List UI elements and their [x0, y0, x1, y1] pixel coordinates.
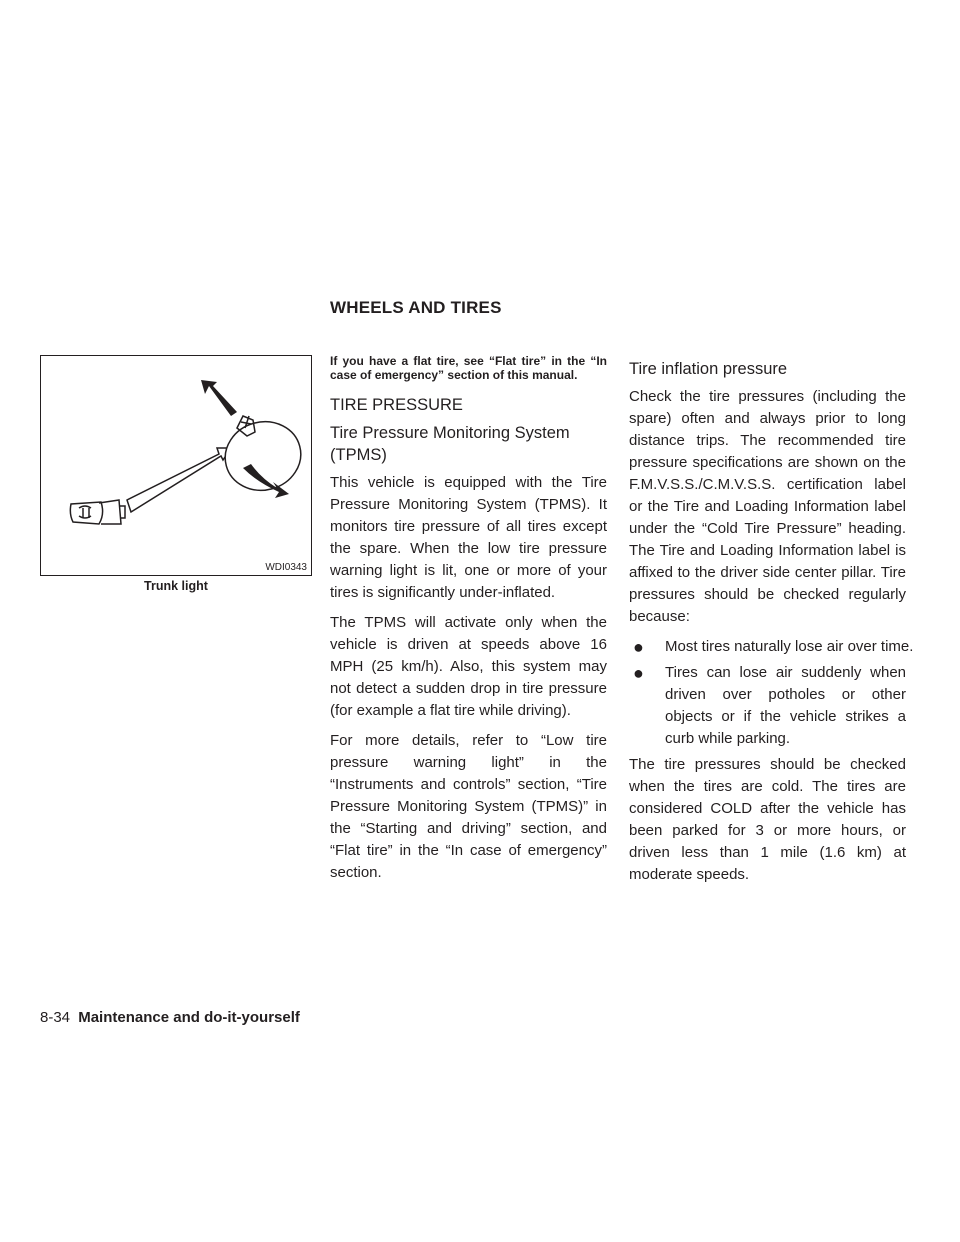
- page-footer: [40, 1009, 300, 1026]
- heading-tire-pressure: TIRE PRESSURE: [330, 396, 463, 414]
- trunk-light-illustration: [41, 356, 311, 575]
- paragraph: The TPMS will activate only when the vehicle is driven at speeds above 16 MPH (25 km/h). Also, this system may not detect a sudden drop in tire pressure (for example a flat tire while driving).: [330, 614, 607, 719]
- paragraph: For more details, refer to “Low tire pressure warning light” in the “Instruments and controls” section, “Tire Pressure Monitoring System (TPMS)” in the “Starting and driving” section, and “Flat tire” in the “In case of emergency” section.: [330, 732, 607, 881]
- paragraph: This vehicle is equipped with the Tire Pressure Monitoring System (TPMS). It monitors tire pressure of all tires except the spare. When the low tire pressure warning light is lit, one or more of your tires is significantly under-inflated.: [330, 474, 607, 601]
- list-item: ● Tires can lose air suddenly when driven over potholes or other objects or if the vehicle strikes a curb while parking.: [629, 662, 906, 750]
- bullet-icon: ●: [633, 663, 644, 683]
- chapter-title: Maintenance and do-it-yourself: [78, 1009, 300, 1026]
- heading-tire-inflation-pressure: Tire inflation pressure: [629, 360, 788, 378]
- bullet-icon: ●: [633, 637, 644, 657]
- figure-code: WDI0343: [265, 562, 307, 573]
- figure-caption: Trunk light: [144, 579, 208, 593]
- flat-tire-note: If you have a flat tire, see “Flat tire” in the “In case of emergency” section of this manual.: [330, 354, 607, 382]
- column-left: [330, 354, 607, 892]
- section-title: WHEELS AND TIRES: [330, 298, 502, 317]
- list-item: ● Most tires naturally lose air over time.: [629, 636, 906, 658]
- paragraph: The tire pressures should be checked when the tires are cold. The tires are considered COLD after the vehicle has been parked for 3 or more hours, or driven less than 1 mile (1.6 km) at moderate speeds.: [629, 756, 906, 883]
- trunk-light-figure: [40, 355, 312, 576]
- column-right: [629, 358, 914, 894]
- paragraph: Check the tire pressures (including the spare) often and always prior to long distance trips. The recommended tire pressure specifications are shown on the F.M.V.S.S./C.M.V.S.S. certification label or the Tire and Loading Information label under the “Cold Tire Pressure” heading. The Tire and Loading Information label is affixed to the driver side center pillar. Tire pressures should be checked regularly because:: [629, 388, 906, 625]
- page-number: 8-34: [40, 1009, 71, 1026]
- heading-tpms: Tire Pressure Monitoring System (TPMS): [330, 424, 570, 464]
